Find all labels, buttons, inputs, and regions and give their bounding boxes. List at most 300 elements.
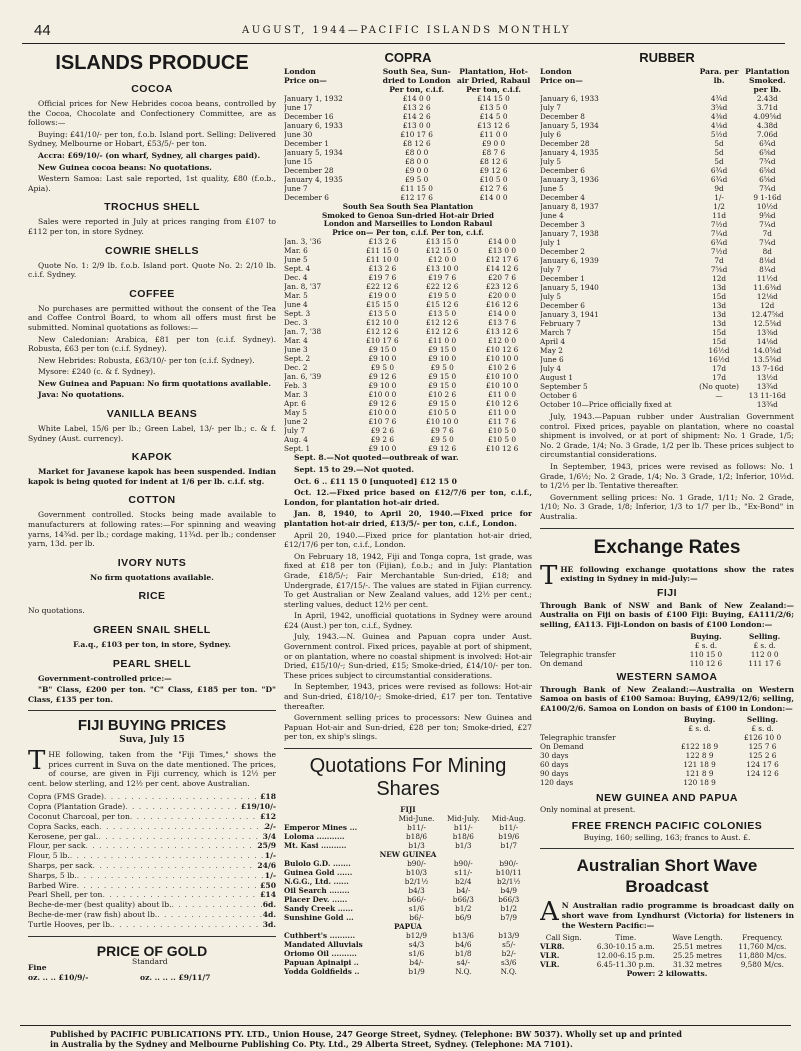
copra-paragraph: In September, 1943, prices were revised as follows: Hot-air and Sun-dried, £18/10/-; Smoke-dried, £17 per ton. Tentative thereafter. [284, 682, 532, 711]
price-row [28, 792, 276, 802]
rubber-row [540, 373, 794, 382]
copra-row-cell: Feb. 3 [284, 381, 307, 391]
price-label: Flour, 5 lb. [28, 851, 70, 861]
copra-row-cell: £10 17 6 [400, 130, 433, 139]
exchange-row [540, 733, 794, 742]
mining-row-cell: b1/2 [455, 904, 472, 913]
copra-row-cell: £9 5 0 [370, 363, 394, 373]
cocoa-text: Western Samoa: Last sale reported, 1st quality, £80 (f.o.b., Apia). [28, 174, 276, 193]
price-value: £14 [260, 890, 276, 900]
exchange-col-head: Selling. [749, 631, 781, 641]
running-header [22, 22, 785, 44]
copra-row [284, 121, 532, 130]
exchange-row-cell: 111 17 6 [748, 658, 781, 668]
rubber-row-cell: August 1 [540, 373, 573, 382]
price-row [28, 841, 276, 851]
rubber-row-cell: 1/- [714, 193, 724, 202]
broadcast-head-row [540, 933, 794, 942]
rubber-row [540, 238, 794, 247]
copra-row-cell: £10 5 0 [488, 435, 516, 445]
copra-row-cell: Sept. 3 [284, 309, 311, 319]
copra-row-cell: £23 12 6 [485, 282, 519, 292]
rubber-row [540, 319, 794, 328]
copra-note: Jan. 8, 1940, to April 20, 1940.—Fixed price for plantation hot-air dried, £13/5/- per ton, c.i.f., London. [284, 509, 532, 528]
column-3 [540, 50, 794, 1023]
copra-row-cell: £10 12 6 [485, 345, 519, 355]
rubber-row [540, 193, 794, 202]
copra-row-cell: £9 5 0 [430, 363, 454, 373]
rubber-row-cell: March 7 [540, 328, 572, 337]
leader-dots [104, 792, 260, 802]
rubber-row-cell: 7⅝d [710, 265, 728, 274]
copra-row-cell: £10 2 6 [488, 363, 516, 373]
copra-row-cell: £11 0 0 [488, 390, 516, 400]
rubber-row [540, 283, 794, 292]
copra-row [284, 291, 532, 300]
rubber-row-cell: January 6, 1939 [540, 256, 599, 265]
pearl-text: Government-controlled price:— [38, 673, 172, 683]
copra-row-cell: £19 7 6 [368, 273, 397, 283]
rubber-row-cell: 13d [712, 301, 727, 310]
rubber-row-cell: December 8 [540, 112, 585, 121]
rubber-col-head: Para. per lb. [699, 67, 739, 85]
copra-row-cell: £13 0 0 [488, 246, 516, 256]
copra-paragraph: On February 18, 1942, Fiji and Tonga copra, 1st grade, was fixed at £18 per ton (Fijian), f.o.b.; and in July: Plantation Grade, £18/5/-; Fair Merchantable Sun-dried, £18; and Undergrade, £17/15/-. The values are stated in Fijian currency. To get Australian or New Zealand values, add 12½ per cent.; sterling values, deduct 12½ per cent. [284, 551, 532, 609]
copra-note: Oct. 6 .. £11 15 0 [unquoted] £12 15 0 [294, 476, 457, 486]
exchange-col-head [540, 724, 668, 733]
exchange-col-head: £ s. d. [751, 724, 774, 734]
divider [284, 748, 532, 749]
copra-row [284, 166, 532, 175]
mining-row-cell: Sunshine Gold ... [284, 913, 354, 922]
copra-row-cell: £9 5 0 [405, 175, 429, 184]
rubber-row [540, 166, 794, 175]
rubber-row-cell: 10½d [756, 202, 778, 211]
rubber-row-cell: 4⅛d [710, 121, 728, 130]
price-label: Barbed Wire [28, 880, 77, 890]
mining-row-cell: b13/6 [452, 931, 474, 940]
mining-table-body [284, 805, 532, 976]
exchange-intro [540, 560, 794, 591]
broadcast-row-cell: 11,760 M/cs. [738, 942, 787, 952]
exchange-row-cell: 120 days [540, 778, 574, 788]
copra-row-cell: December 6 [284, 193, 329, 202]
price-value: 6d. [262, 900, 276, 910]
copra-paragraphs [284, 531, 532, 742]
rubber-row [540, 103, 794, 112]
rubber-row [540, 274, 794, 283]
exchange-row-cell: 121 8 9 [685, 769, 714, 779]
copra-row-cell: January 4, 1935 [284, 175, 343, 184]
ivory-text: No firm quotations available. [90, 572, 214, 582]
copra-row [284, 273, 532, 282]
rubber-row-cell: December 3 [540, 220, 585, 229]
copra-row [284, 327, 532, 336]
rubber-row-cell: 4.38d [756, 121, 778, 130]
exchange-row [540, 650, 794, 659]
leader-dots [99, 822, 264, 832]
cocoa-text: Accra: £69/10/- (on wharf, Sydney, all charges paid). [38, 150, 261, 160]
copra-row-cell: £14 12 6 [485, 264, 519, 274]
rubber-row-cell: 7½d [710, 247, 728, 256]
copra-row [284, 444, 532, 453]
rubber-row-cell: 7d [714, 256, 724, 265]
rubber-row-cell: 9d [714, 184, 724, 193]
exchange-head-row [540, 632, 794, 641]
column-1 [28, 50, 276, 1023]
rubber-row-cell: December 6 [540, 166, 585, 175]
copra-row-cell: £14 0 0 [402, 94, 431, 103]
exchange-row-cell: £126 10 0 [743, 733, 782, 743]
exchange-row [540, 742, 794, 751]
copra-row-cell: £13 2 6 [402, 103, 431, 112]
price-row [28, 812, 276, 822]
price-value: 24/6 [257, 860, 276, 870]
copra-row [284, 300, 532, 309]
coffee-text: No purchases are permitted without the consent of the Tea and Coffee Control Board, to whom all offers must first be submitted. Nominal quotations as follows:— [28, 303, 276, 332]
price-label: Turtle Hooves, per lb. [28, 919, 113, 929]
price-label: Coconut Charcoal, per ton [28, 811, 130, 821]
copra-row-cell: January 5, 1934 [284, 148, 343, 157]
rubber-row-cell: 12.47⅝d [751, 310, 784, 319]
copra-row-cell: £11 0 0 [488, 408, 516, 418]
exchange-row-cell: 124 12 6 [746, 769, 779, 779]
mining-row-cell: b4/- [456, 886, 471, 895]
copra-row-cell: £11 0 0 [428, 336, 457, 346]
copra-row-cell: £19 0 0 [368, 291, 397, 301]
exchange-col-head: Buying. [683, 715, 716, 725]
mining-row-cell: b7/9 [500, 913, 517, 922]
leader-dots [112, 920, 262, 930]
rubber-row-cell: 13 7-16d [750, 364, 784, 373]
broadcast-row-cell: VLR8. [540, 942, 565, 952]
leader-dots [125, 802, 241, 812]
copra-row-cell: £14 0 0 [488, 309, 516, 319]
dropcap: A [540, 897, 559, 928]
copra-col-head: South Sea South Sea Plantation [342, 202, 474, 211]
copra-row-cell: £10 10 0 [425, 417, 459, 427]
rubber-row [540, 346, 794, 355]
mining-row-cell: b13/9 [498, 931, 520, 940]
mining-row [284, 967, 532, 976]
rubber-row-cell: September 5 [540, 382, 588, 391]
copra-row-cell: £13 7 6 [488, 318, 516, 328]
broadcast-row-cell: 11,880 M/cs. [738, 951, 787, 961]
rubber-row-cell: January 5, 1940 [540, 283, 599, 292]
divider [28, 710, 276, 711]
mining-row-cell: Bulolo G.D. ....... [284, 859, 351, 868]
exchange-row-cell: 90 days [540, 769, 569, 779]
exchange-head-row [540, 724, 794, 733]
copra-row-cell: £9 10 0 [368, 444, 397, 454]
mining-row-cell: b4/- [409, 958, 424, 967]
price-value: 1/- [264, 851, 276, 861]
copra-row-cell: £9 0 0 [405, 166, 429, 175]
copra-row-cell: £20 7 6 [488, 273, 516, 283]
mining-row [284, 949, 532, 958]
rubber-row-cell: 14.0⅝d [753, 346, 782, 355]
mining-row-cell: b90/- [499, 859, 519, 868]
mining-row [284, 841, 532, 850]
exchange-row-cell: 121 18 9 [683, 760, 716, 770]
exchange-row-cell: On Demand [540, 742, 584, 752]
copra-title: COPRA [384, 50, 432, 65]
price-value: 3/4 [262, 831, 276, 841]
rubber-row-cell: 6¾d [759, 139, 776, 148]
mining-row [284, 958, 532, 967]
rubber-row-cell: 5d [714, 139, 724, 148]
rubber-row-cell: 13½d [756, 373, 778, 382]
rubber-row [540, 121, 794, 130]
copra-col-head: South Sea, Sun-dried to London Per ton, c.i.f. [382, 67, 451, 94]
rice-heading: RICE [138, 590, 166, 603]
rice-text: No quotations. [28, 606, 85, 616]
copra-row [284, 318, 532, 327]
copra-row-cell: £10 5 0 [479, 175, 508, 184]
rubber-row-cell: 7½d [710, 220, 728, 229]
mining-title: Quotations For Mining Shares [309, 755, 507, 800]
mining-row-cell: b1/3 [408, 841, 425, 850]
exchange-row-cell: 125 7 6 [748, 742, 777, 752]
copra-row [284, 381, 532, 390]
mining-row-cell: b10/11 [495, 868, 522, 877]
rubber-row-cell: July 7 [540, 103, 562, 112]
exchange-row-cell: 122 8 9 [685, 751, 714, 761]
header-title: AUGUST, 1944—PACIFIC ISLANDS MONTHLY [242, 25, 571, 36]
pearl-text: "B" Class, £200 per ton. "C" Class, £185 per ton. "D" Class, £135 per ton. [28, 685, 276, 704]
copra-row-cell: Mar. 6 [284, 246, 308, 256]
exchange-row [540, 659, 794, 668]
price-value: 2/- [264, 821, 276, 831]
mining-row-cell: b19/6 [498, 832, 520, 841]
fiji-buying-intro [28, 745, 276, 788]
mining-row [284, 931, 532, 940]
rubber-row-cell: 4.09⅝d [753, 112, 782, 121]
copra-row-cell: £9 10 0 [428, 354, 457, 364]
rubber-row-cell: February 7 [540, 319, 581, 328]
copra-table-body [284, 237, 532, 453]
copra-row-cell: June 17 [284, 103, 313, 112]
mining-section-heading: NEW GUINEA [379, 850, 437, 859]
rubber-row-cell: 7¼d [759, 220, 776, 229]
copra-row-cell: £12 17 6 [485, 255, 519, 265]
rubber-row-cell: 15d [712, 337, 727, 346]
gold-title: PRICE OF GOLD [96, 942, 208, 959]
rubber-row [540, 256, 794, 265]
rubber-row [540, 337, 794, 346]
copra-row-cell: £10 2 6 [428, 390, 457, 400]
mining-row [284, 904, 532, 913]
rubber-paragraph: July, 1943.—Papuan rubber under Australian Government control. Fixed prices, payable on plantation, where no coastal shipment is involved, or at port of shipment: No. 1 Grade, 1/5; No. 2 Grade, 1/4; No. 3 Grade, 1/2 per lb. These prices subject to circumstantial considerations. [540, 412, 794, 460]
mining-row-cell: b6/- [409, 913, 424, 922]
rubber-row-cell: 13¾d [756, 400, 778, 409]
rubber-row-cell: 12d [760, 301, 775, 310]
rubber-row-cell: 13d [712, 319, 727, 328]
mining-row-cell: s1/6 [408, 949, 425, 958]
exchange-row [540, 778, 794, 787]
mining-section-row [284, 922, 532, 931]
leader-dots [77, 881, 261, 891]
price-row [28, 851, 276, 861]
exchange-row-cell: Telegraphic transfer [540, 733, 616, 743]
mining-row-cell: Mt. Kasi .......... [284, 841, 347, 850]
rubber-row-cell: 7¼d [759, 238, 776, 247]
copra-row-cell: £14 5 0 [479, 112, 508, 121]
copra-col-head: Smoked to Genoa Sun-dried Hot-air Dried [322, 210, 494, 220]
copra-row-cell: £12 12 6 [366, 327, 399, 337]
copra-paragraph: In April, 1942, unofficial quotations in Sydney were around £24 (Aust.) per ton, c.i.f., Sydney. [284, 611, 532, 630]
rubber-row [540, 301, 794, 310]
mining-row [284, 886, 532, 895]
copra-col-head: London and Marseilles to London Rabaul [323, 219, 493, 229]
rubber-row-cell: 13.5⅝d [753, 355, 782, 364]
vanilla-text: White Label, 15/6 per lb.; Green Label, 13/- per lb.; c. & f. Sydney (Aust. currency). [28, 424, 276, 443]
price-label: Copra (FMS Grade) [28, 792, 104, 802]
rubber-row-cell: April 4 [540, 337, 566, 346]
copra-row-cell: January 6, 1933 [284, 121, 343, 130]
copra-row-cell: £8 12 6 [402, 139, 431, 148]
exchange-row-cell [731, 778, 794, 787]
cocoa-text: New Guinea cocoa beans: No quotations. [38, 162, 212, 172]
broadcast-col-head: Call Sign. [545, 933, 582, 943]
copra-row [284, 157, 532, 166]
copra-row-cell: December 28 [284, 166, 334, 175]
broadcast-row-cell: 25.25 metres [672, 951, 722, 961]
leader-dots [172, 900, 263, 910]
mining-row-cell: b4/3 [408, 886, 425, 895]
mining-row-cell: b90/- [407, 859, 426, 868]
copra-row-cell: £15 15 0 [366, 300, 399, 310]
exchange-row-cell: 120 18 9 [683, 778, 716, 788]
rubber-row-cell: (No quote) [699, 382, 739, 391]
copra-row-cell: £10 10 0 [485, 372, 519, 382]
copra-row-cell: June 2 [284, 417, 308, 427]
rubber-row-cell: 4¾d [710, 94, 728, 103]
rubber-row-cell: 13d [712, 310, 727, 319]
mining-row [284, 877, 532, 886]
mining-row-cell: Yodda Goldfields .. [284, 967, 360, 976]
ngp-heading: NEW GUINEA AND PAPUA [595, 792, 739, 805]
exchange-row [540, 769, 794, 778]
mining-row-cell: b66/3 [452, 895, 474, 904]
copra-row [284, 336, 532, 345]
mining-col-head [284, 814, 392, 823]
rubber-row-cell: January 8, 1937 [540, 202, 599, 211]
green-snail-heading: GREEN SNAIL SHELL [93, 624, 211, 636]
rubber-row [540, 202, 794, 211]
price-label: Pearl Shell, per ton [28, 890, 103, 900]
copra-row [284, 282, 532, 291]
rubber-row-cell: 6⅝d [759, 166, 776, 175]
copra-row-cell: June 5 [284, 255, 308, 265]
copra-table-body [284, 94, 532, 202]
exchange-row-cell: Telegraphic transfer [540, 649, 616, 659]
copra-row [284, 435, 532, 444]
mining-row [284, 868, 532, 877]
mining-row-cell: s4/3 [408, 940, 425, 949]
rubber-row-cell: January 6, 1933 [540, 94, 599, 103]
copra-row-cell: January 1, 1932 [284, 94, 343, 103]
copra-col-head: London [284, 67, 316, 76]
mining-row-cell: N.Q. [500, 967, 517, 976]
copra-row-cell: Apr. 6 [284, 399, 306, 409]
copra-row [284, 103, 532, 112]
exchange-col-head: £ s. d. [753, 640, 776, 650]
coffee-text: New Hebrides: Robusta, £63/10/- per ton (c.i.f. Sydney). [38, 355, 255, 365]
rubber-row-cell: 12⅛d [756, 292, 778, 301]
mining-row-cell: b11/- [499, 823, 519, 832]
copra-row-cell: June 7 [284, 184, 308, 193]
copra-row [284, 130, 532, 139]
copra-row-cell: £12 12 6 [425, 327, 459, 337]
copra-row [284, 264, 532, 273]
mining-row-cell: b66/3 [498, 895, 520, 904]
mining-head-row [284, 814, 532, 823]
mining-row-cell: b1/8 [455, 949, 472, 958]
copra-col-head: Plantation, Hot-air Dried, Rabaul Per ton, c.i.f. [456, 67, 531, 94]
rubber-row-cell: December 28 [540, 139, 590, 148]
mining-row-cell: s4/- [456, 958, 470, 967]
copra-row [284, 408, 532, 417]
broadcast-row-cell: 31.32 metres [672, 960, 722, 970]
price-value: £12 [260, 811, 276, 821]
rubber-row-cell: July 4 [540, 364, 562, 373]
mining-row-cell: Guinea Gold ...... [284, 868, 353, 877]
rubber-row [540, 220, 794, 229]
rubber-title: RUBBER [639, 50, 695, 65]
fiji-buying-subtitle: Suva, July 15 [119, 735, 185, 746]
coffee-text: New Guinea and Papuan: No firm quotations available. [38, 378, 271, 388]
copra-row-cell: £16 12 6 [485, 300, 519, 310]
rubber-row-cell: 12d [712, 274, 727, 283]
copra-note: Sept. 15 to 29.—Not quoted. [294, 464, 414, 474]
rubber-row [540, 292, 794, 301]
exchange-col-head: Selling. [746, 715, 779, 725]
copra-row-cell: June 3 [284, 345, 308, 355]
coffee-text: New Caledonian: Arabica, £81 per ton (c.i.f. Sydney). Robusta, £63 per ton (c.i.f. Sydney). [28, 334, 276, 354]
trochus-heading: TROCHUS SHELL [104, 201, 200, 214]
broadcast-table [540, 933, 794, 969]
mining-row [284, 823, 532, 832]
copra-row-cell: £10 12 6 [485, 399, 519, 409]
broadcast-row-cell: VLR. [540, 960, 560, 970]
leader-dots [130, 812, 260, 822]
rubber-row-cell: 4⅜d [710, 112, 728, 121]
cowrie-text: Quote No. 1: 2/9 lb. f.o.b. Island port. Quote No. 2: 2/10 lb. c.i.f. Sydney. [28, 260, 276, 280]
copra-row [284, 112, 532, 121]
copra-row [284, 175, 532, 184]
copra-row-cell: £8 7 6 [481, 148, 506, 157]
mining-row-cell: b4/9 [500, 886, 517, 895]
mining-row-cell: s3/6 [501, 958, 517, 967]
rubber-row-cell: 2.43d [756, 94, 778, 103]
broadcast-row-cell: 9,580 M/cs. [740, 960, 784, 970]
rubber-row-cell: 17d [712, 373, 727, 382]
rubber-row-cell: 15d [712, 292, 727, 301]
copra-row-cell: £9 15 0 [428, 399, 457, 409]
copra-row [284, 372, 532, 381]
copra-row-cell: £10 17 6 [366, 336, 399, 346]
divider [540, 848, 794, 849]
copra-row-cell: Jan. 7, '38 [284, 327, 322, 337]
copra-row [284, 390, 532, 399]
rubber-row-cell: 8¼d [759, 265, 776, 274]
mining-row-cell: b12/9 [406, 931, 428, 940]
rubber-row-cell: 7d [762, 229, 772, 238]
fiji-buying-title: FIJI BUYING PRICES [77, 717, 227, 735]
mining-row-cell: b1/3 [455, 841, 472, 850]
rubber-row-cell [697, 400, 740, 409]
